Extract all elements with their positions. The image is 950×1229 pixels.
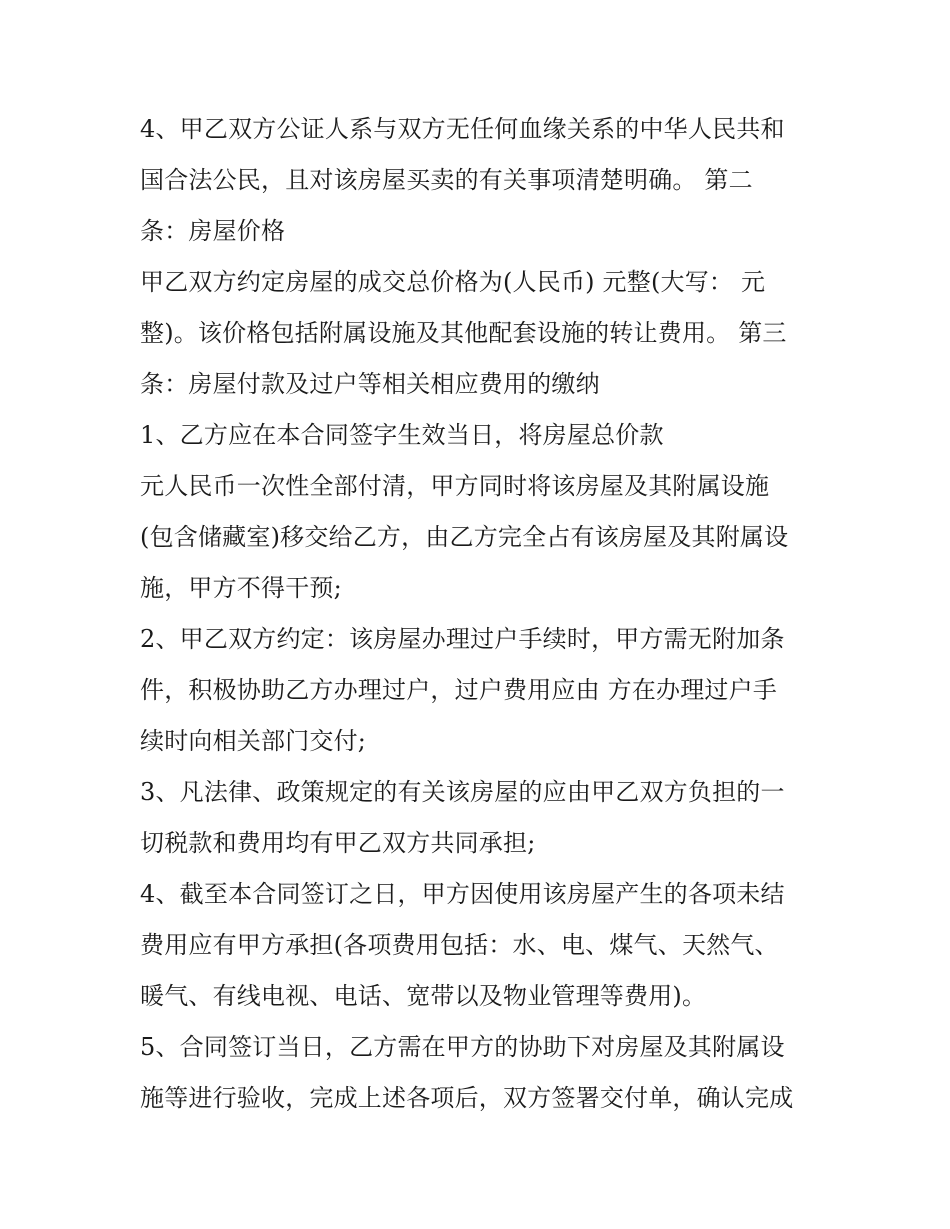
text-line: (包含储藏室)移交给乙方，由乙方完全占有该房屋及其附属设	[140, 523, 789, 551]
text-line: 元人民币一次性全部付清，甲方同时将该房屋及其附属设施	[140, 472, 770, 500]
text-line: 2、甲乙双方约定：该房屋办理过户手续时，甲方需无附加条	[140, 625, 785, 653]
text-line: 切税款和费用均有甲乙双方共同承担;	[140, 829, 536, 857]
text-line: 暖气、有线电视、电话、宽带以及物业管理等费用)。	[140, 982, 707, 1010]
text-line: 1、乙方应在本合同签字生效当日，将房屋总价款	[140, 421, 664, 449]
text-line: 整)。该价格包括附属设施及其他配套设施的转让费用。 第三	[140, 319, 787, 347]
text-line: 费用应有甲方承担(各项费用包括：水、电、煤气、天然气、	[140, 931, 779, 959]
text-line: 国合法公民，且对该房屋买卖的有关事项清楚明确。 第二	[140, 166, 753, 194]
text-line: 施，甲方不得干预;	[140, 574, 342, 602]
text-line: 续时向相关部门交付;	[140, 727, 367, 755]
document-body	[140, 104, 840, 1124]
text-line: 件，积极协助乙方办理过户，过户费用应由 方在办理过户手	[140, 676, 778, 704]
text-line: 条：房屋价格	[140, 217, 286, 245]
text-line: 4、甲乙双方公证人系与双方无任何血缘关系的中华人民共和	[140, 115, 785, 143]
text-line: 3、凡法律、政策规定的有关该房屋的应由甲乙双方负担的一	[140, 778, 785, 806]
text-line: 施等进行验收，完成上述各项后，双方签署交付单，确认完成	[140, 1084, 794, 1112]
text-line: 条：房屋付款及过户等相关相应费用的缴纳	[140, 370, 600, 398]
text-line: 4、截至本合同签订之日，甲方因使用该房屋产生的各项未结	[140, 880, 785, 908]
text-line: 甲乙双方约定房屋的成交总价格为(人民币) 元整(大写： 元	[140, 268, 766, 296]
text-line: 5、合同签订当日，乙方需在甲方的协助下对房屋及其附属设	[140, 1033, 785, 1061]
